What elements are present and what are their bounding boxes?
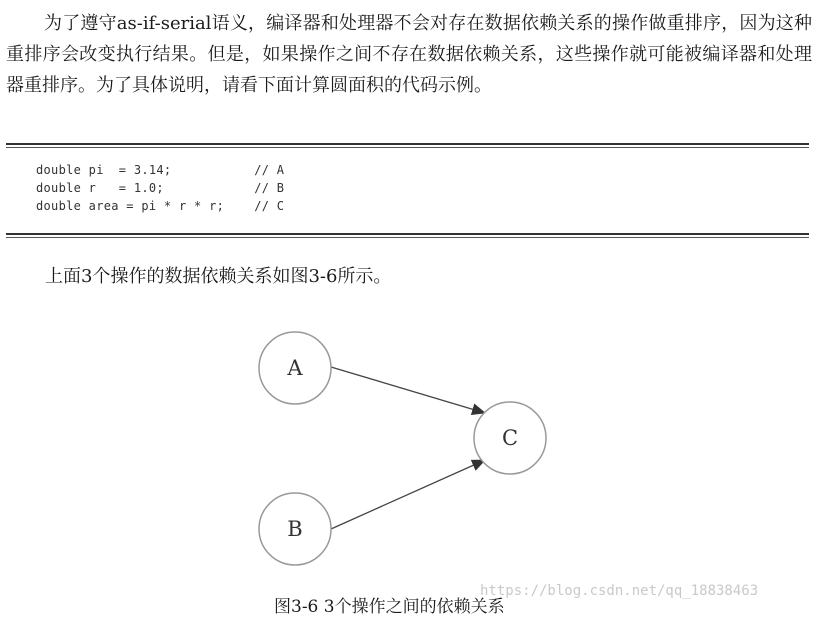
watermark-text: https://blog.csdn.net/qq_18838463 (480, 583, 759, 599)
body-paragraph: 为了遵守as-if-serial语义，编译器和处理器不会对存在数据依赖关系的操作做重排序，因为这种重排序会改变执行结果。但是，如果操作之间不存在数据依赖关系，这些操作就可能被编译器和处理器重排序。为了具体说明，请看下面计算圆面积的代码示例。 (6, 13, 812, 96)
code-line-c: double area = pi * r * r; // C (36, 199, 285, 213)
node-c-label: C (501, 426, 519, 450)
code-block-bottom-rule (6, 233, 809, 235)
code-block-top-rule (6, 143, 809, 145)
node-c (474, 402, 546, 474)
dependency-intro-text: 上面3个操作的数据依赖关系如图3-6所示。 (45, 266, 392, 287)
node-a (259, 332, 331, 404)
node-b-label: B (287, 517, 303, 541)
node-a-label: A (287, 356, 303, 380)
code-line-a: double pi = 3.14; // A (36, 163, 285, 177)
edge-a-to-c (331, 367, 485, 413)
figure-caption: 图3-6 3个操作之间的依赖关系 (274, 597, 505, 617)
dependency-diagram (0, 300, 821, 590)
node-b (259, 493, 331, 565)
code-line-b: double r = 1.0; // B (36, 181, 285, 195)
code-block (6, 143, 809, 238)
edge-b-to-c (331, 460, 485, 529)
